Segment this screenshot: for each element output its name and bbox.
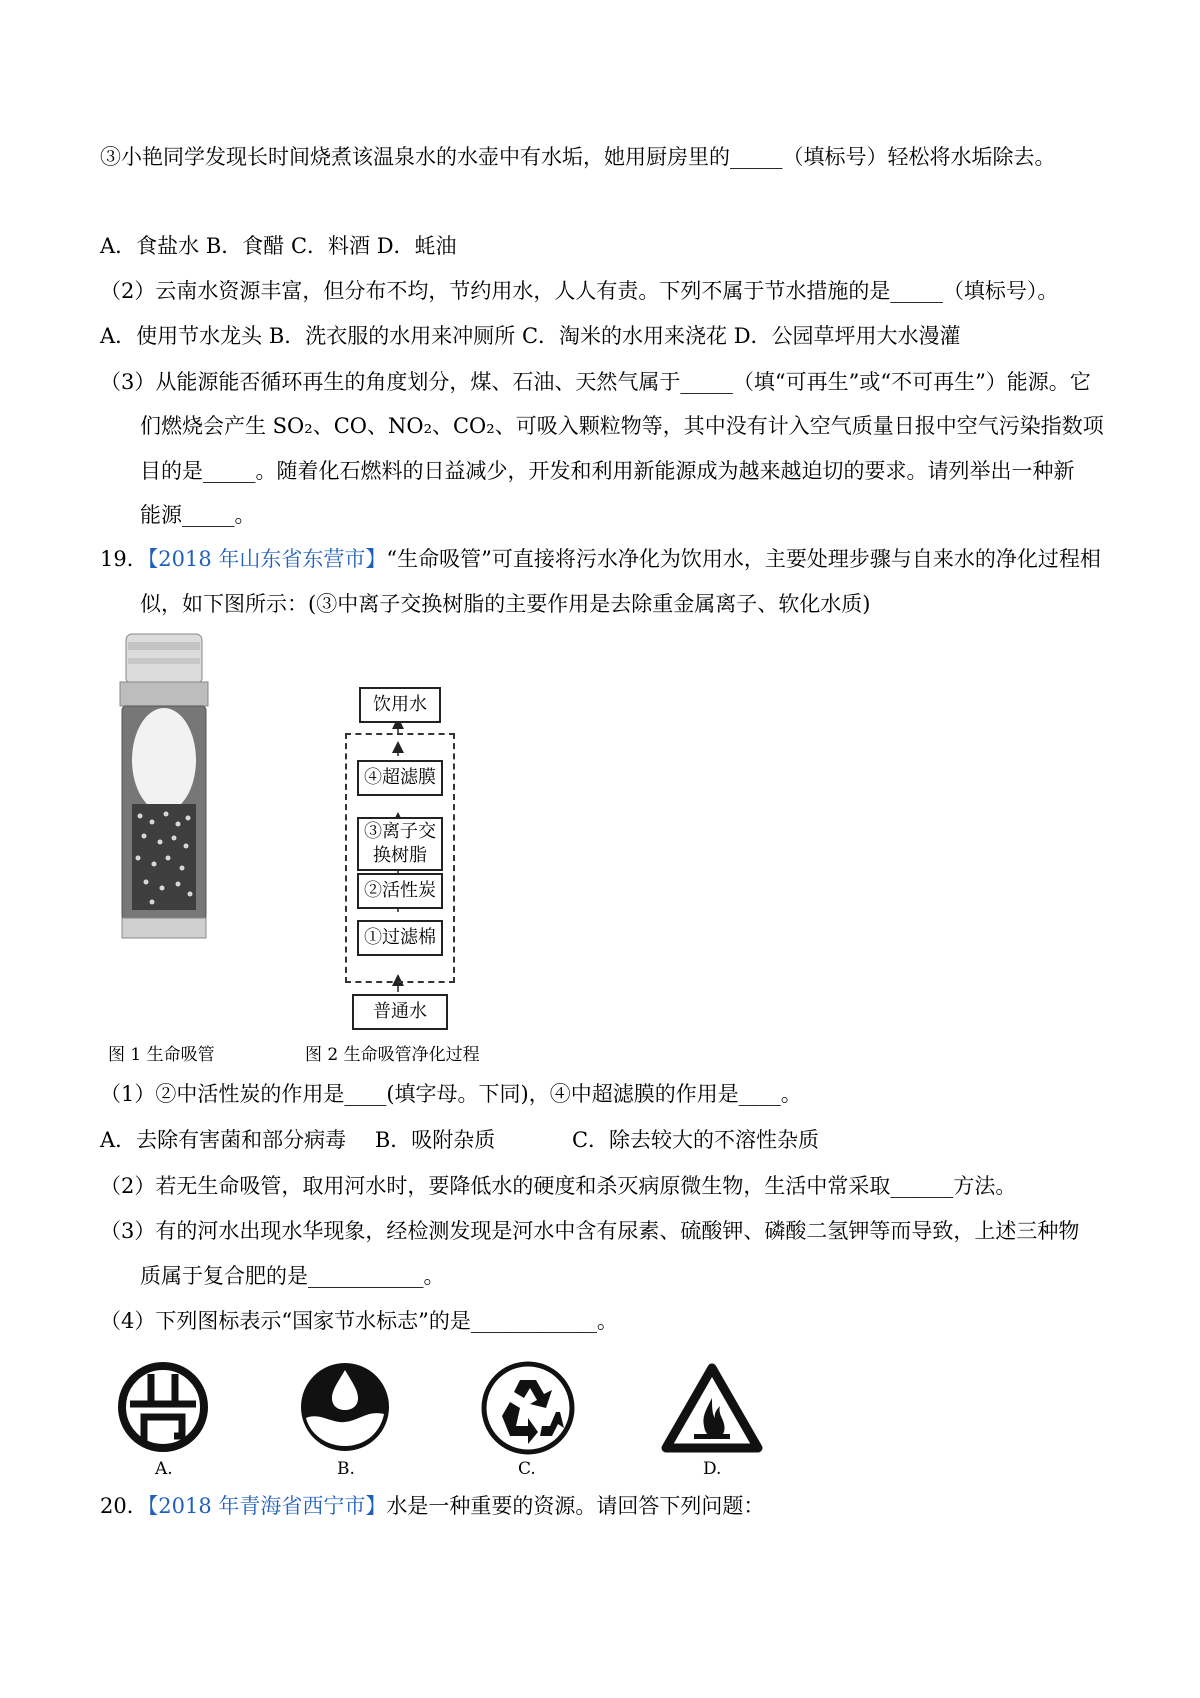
q18-part3-line3: 目的是_____。随着化石燃料的日益减少，开发和利用新能源成为越来越迫切的要求。请列举出一种新 <box>140 459 1075 483</box>
flow-step1-filter-cotton: ①过滤棉 <box>357 920 443 956</box>
icon-label-b: B. <box>337 1459 355 1479</box>
q18-part3-line4: 能源_____。 <box>140 503 256 527</box>
q18-part2: （2）云南水资源丰富，但分布不均，节约用水，人人有责。下列不属于节水措施的是_____（填标号）。 <box>100 279 1059 303</box>
q18-item3: ③小艳同学发现长时间烧煮该温泉水的水壶中有水垢，她用厨房里的_____（填标号）轻松将水垢除去。 <box>100 145 1056 169</box>
icon-label-a: A. <box>155 1459 173 1479</box>
q19-part1: （1）②中活性炭的作用是____(填字母。下同)，④中超滤膜的作用是____。 <box>100 1082 802 1106</box>
q19-source: 【2018 年山东省东营市】 <box>147 547 387 571</box>
q19-stem-line2: 似，如下图所示：(③中离子交换树脂的主要作用是去除重金属离子、软化水质) <box>140 592 871 616</box>
q19-part3-line1: （3）有的河水出现水华现象，经检测发现是河水中含有尿素、硫酸钾、磷酸二氢钾等而导致，上述三种物 <box>100 1219 1080 1243</box>
q20-source: 【2018 年青海省西宁市】 <box>147 1494 387 1518</box>
q18-part3-line2: 们燃烧会产生 SO₂、CO、NO₂、CO₂、可吸入颗粒物等，其中没有计入空气质量日报中空气污染指数项 <box>140 414 1104 438</box>
q19-part1-option-a: A．去除有害菌和部分病毒 <box>100 1128 347 1152</box>
flammable-warning-icon <box>660 1362 764 1454</box>
q20-stem-text: 水是一种重要的资源。请回答下列问题： <box>386 1494 765 1518</box>
q18-part3-line1: （3）从能源能否循环再生的角度划分，煤、石油、天然气属于_____（填“可再生”或“不可再生”）能源。它 <box>100 370 1091 394</box>
flow-step3-ion-exchange <box>357 817 443 871</box>
icon-label-d: D. <box>703 1459 722 1479</box>
water-saving-icon <box>118 1362 208 1452</box>
q19-number: 19． <box>100 547 148 571</box>
q19-stem-text: “生命吸管”可直接将污水净化为饮用水，主要处理步骤与自来水的净化过程相 <box>386 547 1101 571</box>
fig1-caption: 图 1 生命吸管 <box>108 1045 215 1065</box>
q19-part1-option-c: C．除去较大的不溶性杂质 <box>571 1128 820 1152</box>
q20-number: 20． <box>100 1494 148 1518</box>
recycling-icon <box>480 1360 576 1456</box>
flow-step3-line2: 换树脂 <box>373 845 427 866</box>
q18-item3-options: A．食盐水 B．食醋 C．料酒 D．蚝油 <box>100 234 457 258</box>
flow-ordinary-water: 普通水 <box>352 994 448 1030</box>
flow-step4-ultrafiltration: ④超滤膜 <box>357 760 443 796</box>
flow-step3-line1: ③离子交 <box>364 821 436 842</box>
water-drop-hand-icon <box>298 1360 392 1454</box>
flow-drinking-water: 饮用水 <box>359 687 441 723</box>
q18-part2-options: A．使用节水龙头 B．洗衣服的水用来冲厕所 C．淘米的水用来浇花 D．公园草坪用大水漫灌 <box>100 324 961 348</box>
q20-stem <box>100 1490 764 1520</box>
flow-step2-activated-carbon: ②活性炭 <box>357 873 443 909</box>
q19-part1-option-b: B．吸附杂质 <box>374 1128 496 1152</box>
q19-part4: （4）下列图标表示“国家节水标志”的是____________。 <box>100 1309 618 1333</box>
fig2-caption: 图 2 生命吸管净化过程 <box>305 1045 480 1065</box>
q19-part2: （2）若无生命吸管，取用河水时，要降低水的硬度和杀灭病原微生物，生活中常采取______方法。 <box>100 1174 1017 1198</box>
icon-label-c: C. <box>518 1459 536 1479</box>
q19-part1-options <box>100 1124 819 1154</box>
q19-part3-line2: 质属于复合肥的是___________。 <box>140 1264 445 1288</box>
